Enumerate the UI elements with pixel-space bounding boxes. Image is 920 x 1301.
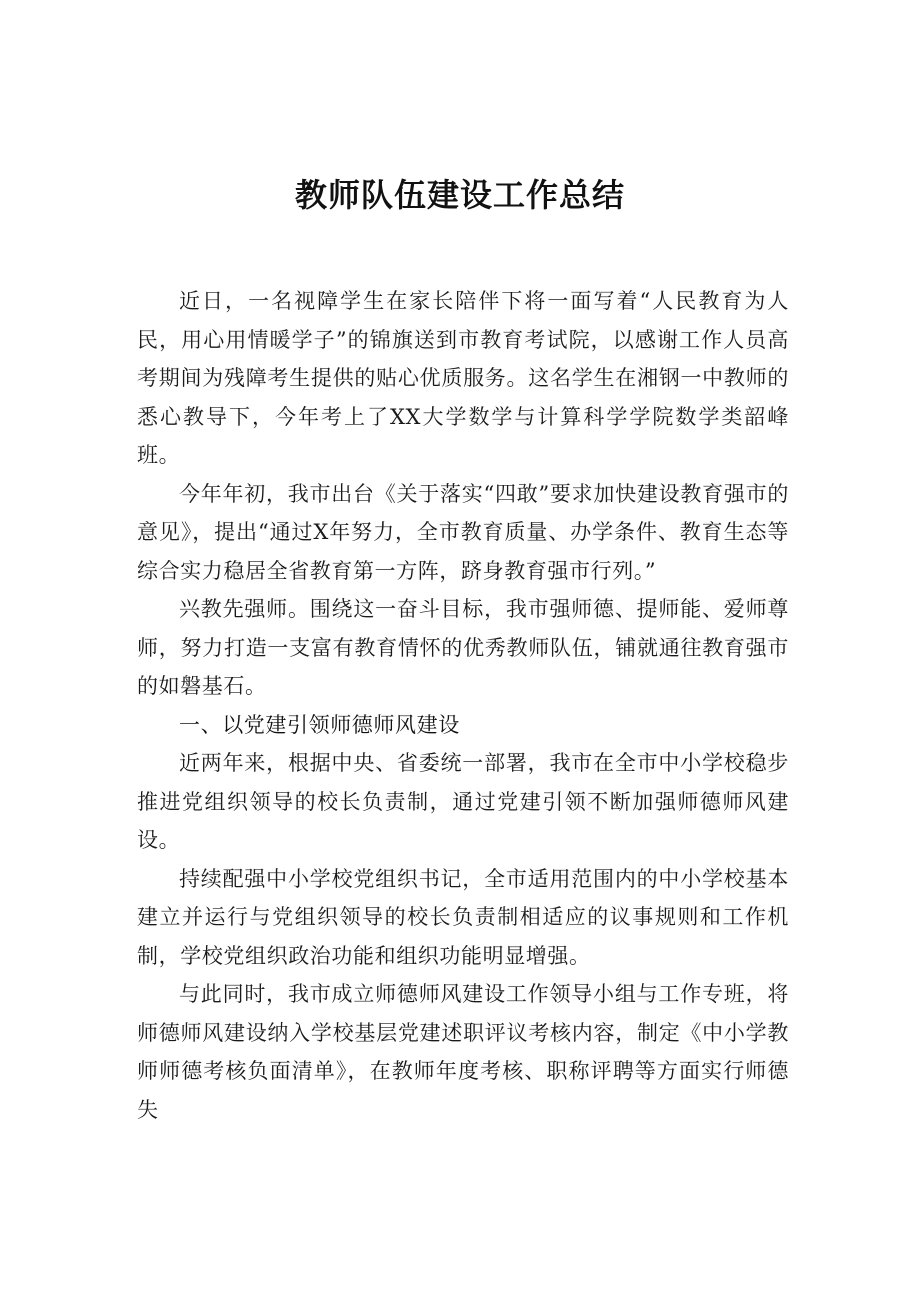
paragraph-secretaries: 持续配强中小学校党组织书记，全市适用范围内的中小学校基本建立并运行与党组织领导的校长负责制相适应的议事规则和工作机制，学校党组织政治功能和组织功能明显增强。	[137, 866, 789, 968]
paragraph-policy: 今年年初，我市出台《关于落实“四敢”要求加快建设教育强市的意见》，提出“通过X年努力，全市教育质量、办学条件、教育生态等综合实力稳居全省教育第一方阵，跻身教育强市行列。”	[137, 481, 789, 583]
paragraph-goal: 兴教先强师。围绕这一奋斗目标，我市强师德、提师能、爱师尊师，努力打造一支富有教育情怀的优秀教师队伍，铺就通往教育强市的如磐基石。	[137, 597, 789, 698]
paragraph-intro: 近日，一名视障学生在家长陪伴下将一面写着“人民教育为人民，用心用情暖学子”的锦旗送到市教育考试院，以感谢工作人员高考期间为残障考生提供的贴心优质服务。这名学生在湘钢一中教师的悉心教导下，今年考上了XX大学数学与计算科学学院数学类韶峰班。	[137, 289, 789, 467]
paragraph-party-building: 近两年来，根据中央、省委统一部署，我市在全市中小学校稳步推进党组织领导的校长负责制，通过党建引领不断加强师德师风建设。	[137, 751, 789, 852]
document-body	[137, 282, 789, 1129]
section-heading: 一、以党建引领师德师风建设	[179, 712, 460, 737]
paragraph-working-group: 与此同时，我市成立师德师风建设工作领导小组与工作专班，将师德师风建设纳入学校基层党建述职评议考核内容，制定《中小学教师师德考核负面清单》，在教师年度考核、职称评聘等方面实行师德失	[137, 982, 789, 1122]
document-title: 教师队伍建设工作总结	[294, 176, 625, 214]
